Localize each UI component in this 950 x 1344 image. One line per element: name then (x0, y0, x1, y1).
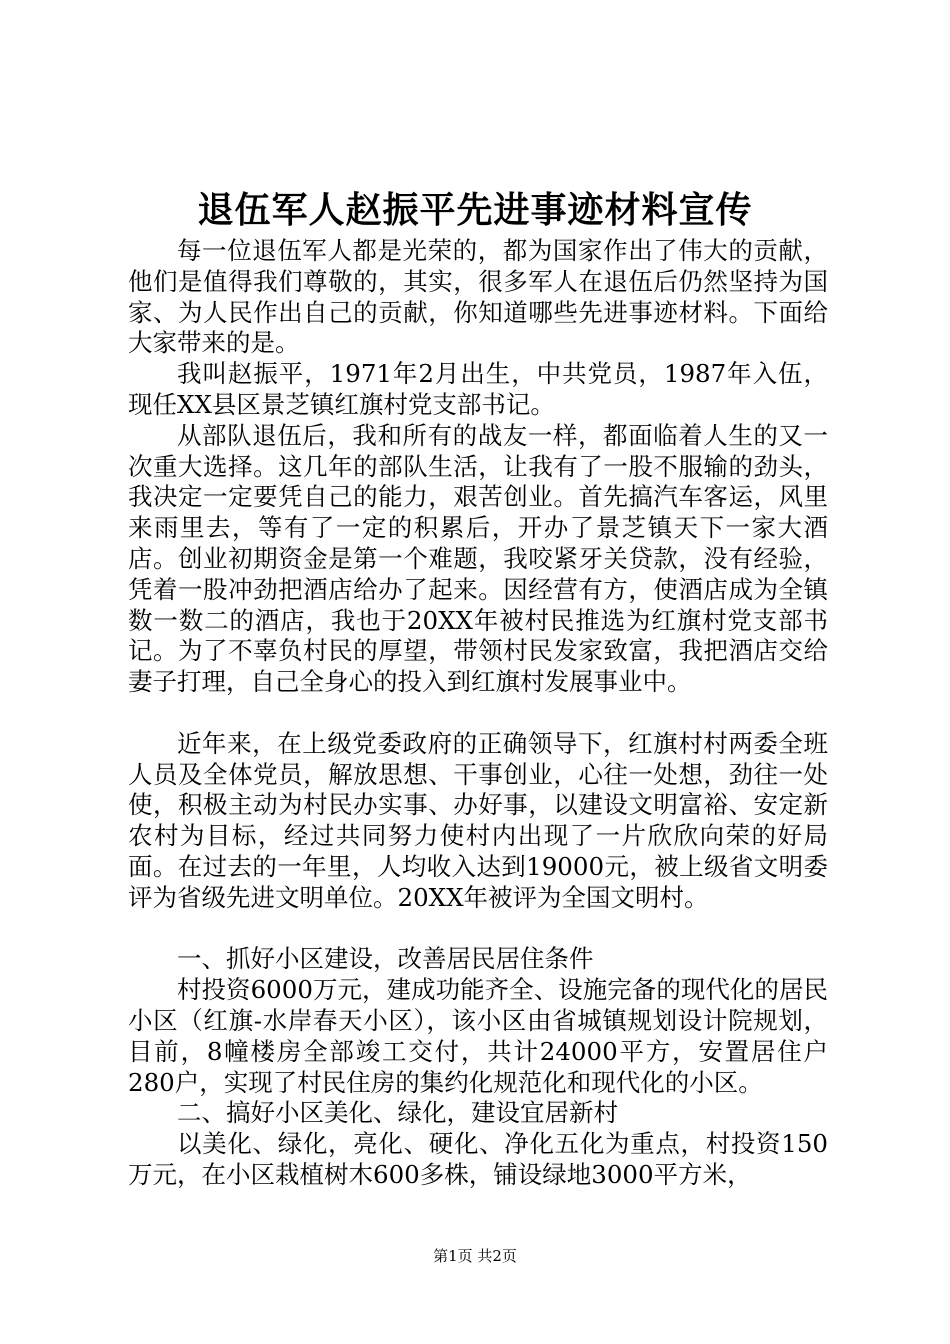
paragraph-entrepreneurship: 从部队退伍后，我和所有的战友一样，都面临着人生的又一次重大选择。这几年的部队生活，让我有了一股不服输的劲头，我决定一定要凭自己的能力，艰苦创业。首先搞汽车客运，风里来雨里去，等有了一定的积累后，开办了景芝镇天下一家大酒店。创业初期资金是第一个难题，我咬紧牙关贷款，没有经验，凭着一股冲劲把酒店给办了起来。因经营有方，使酒店成为全镇数一数二的酒店，我也于20XX年被村民推选为红旗村党支部书记。为了不辜负村民的厚望，带领村民发家致富，我把酒店交给妻子打理，自己全身心的投入到红旗村发展事业中。 (128, 420, 828, 697)
document-body (128, 236, 828, 1191)
paragraph-housing: 村投资6000万元，建成功能齐全、设施完备的现代化的居民小区（红旗-水岸春天小区），该小区由省城镇规划设计院规划，目前，8幢楼房全部竣工交付，共计24000平方，安置居住户280户，实现了村民住房的集约化规范化和现代化的小区。 (128, 975, 828, 1097)
section-heading-1: 一、抓好小区建设，改善居民居住条件 (177, 944, 594, 974)
paragraph-intro: 每一位退伍军人都是光荣的，都为国家作出了伟大的贡献，他们是值得我们尊敬的，其实，很多军人在退伍后仍然坚持为国家、为人民作出自己的贡献，你知道哪些先进事迹材料。下面给大家带来的是。 (128, 236, 828, 358)
document-title: 退伍军人赵振平先进事迹材料宣传 (197, 189, 753, 231)
paragraph-achievements: 近年来，在上级党委政府的正确领导下，红旗村村两委全班人员及全体党员，解放思想、干事创业，心往一处想，劲往一处使，积极主动为村民办实事、办好事，以建设文明富裕、安定新农村为目标，经过共同努力使村内出现了一片欣欣向荣的好局面。在过去的一年里，人均收入达到19000元，被上级省文明委评为省级先进文明单位。20XX年被评为全国文明村。 (128, 728, 828, 912)
paragraph-greening: 以美化、绿化，亮化、硬化、净化五化为重点，村投资150万元，在小区栽植树木600多株，铺设绿地3000平方米， (128, 1129, 828, 1189)
section-heading-2: 二、搞好小区美化、绿化，建设宜居新村 (177, 1098, 618, 1128)
page-footer: 第1页 共2页 (433, 1247, 517, 1265)
paragraph-self-intro: 我叫赵振平，1971年2月出生，中共党员，1987年入伍，现任XX县区景芝镇红旗村党支部书记。 (128, 359, 828, 419)
